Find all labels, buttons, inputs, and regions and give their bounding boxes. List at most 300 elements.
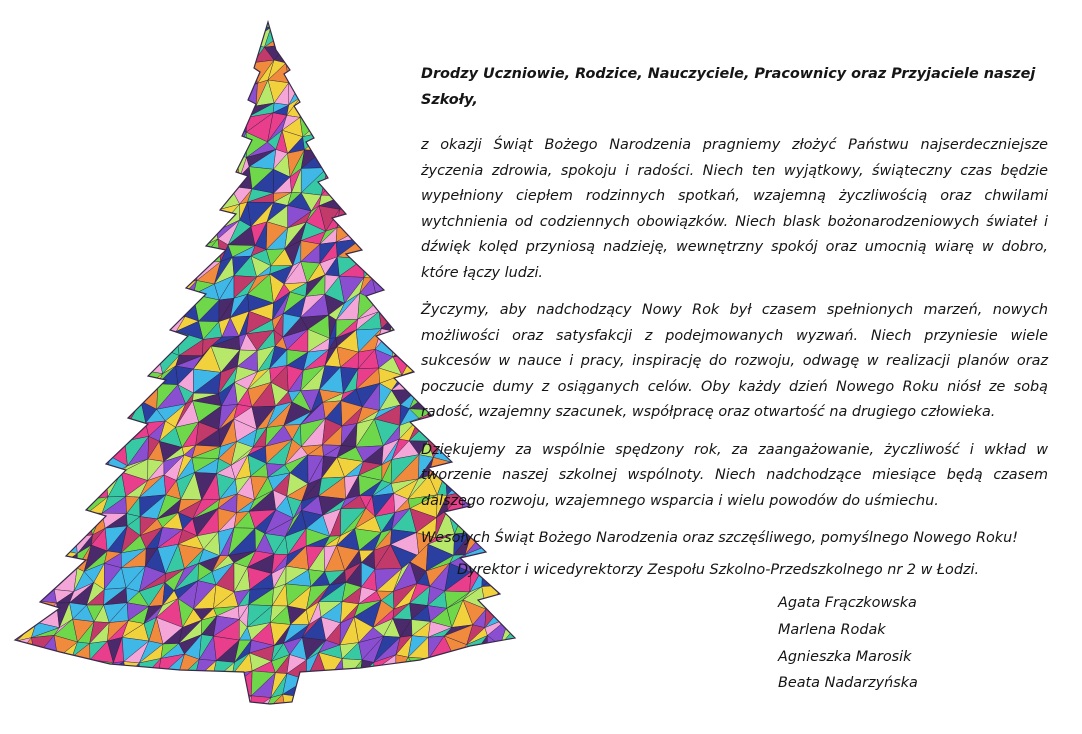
mosaic-facet	[68, 494, 88, 512]
mosaic-facet	[167, 263, 185, 283]
mosaic-facet	[518, 604, 536, 625]
mosaic-facet	[364, 203, 375, 228]
mosaic-facet	[148, 259, 167, 278]
mosaic-facet	[127, 691, 149, 710]
mosaic-facet	[69, 228, 85, 248]
mosaic-facet	[392, 673, 418, 695]
mosaic-facet	[429, 659, 455, 674]
mosaic-facet	[74, 339, 89, 358]
mosaic-facet	[42, 463, 55, 480]
mosaic-facet	[179, 185, 199, 213]
mosaic-facet	[162, 95, 176, 122]
mosaic-facet	[104, 64, 128, 87]
mosaic-facet	[394, 134, 419, 150]
mosaic-facet	[503, 696, 524, 716]
mosaic-facet	[24, 283, 41, 295]
mosaic-facet	[219, 94, 230, 121]
mosaic-facet	[40, 25, 52, 42]
mosaic-facet	[13, 245, 31, 256]
mosaic-facet	[146, 692, 162, 710]
mosaic-facet	[106, 151, 129, 176]
mosaic-facet	[142, 51, 168, 64]
mosaic-facet	[35, 15, 51, 28]
mosaic-facet	[358, 8, 373, 25]
letter-greeting: Drodzy Uczniowie, Rodzice, Nauczyciele, Pracownicy oraz Przyjaciele naszej Szkoły,	[421, 66, 1036, 108]
mosaic-facet	[50, 458, 69, 478]
mosaic-facet	[54, 97, 77, 121]
mosaic-facet	[88, 95, 108, 121]
mosaic-facet	[177, 224, 195, 238]
mosaic-facet	[92, 283, 111, 301]
mosaic-facet	[220, 688, 233, 717]
mosaic-facet	[0, 660, 20, 678]
mosaic-facet	[177, 690, 200, 717]
mosaic-facet	[104, 60, 123, 85]
mosaic-facet	[220, 130, 236, 157]
mosaic-facet	[162, 98, 176, 123]
mosaic-facet	[230, 63, 254, 85]
mosaic-facet	[88, 174, 110, 195]
mosaic-facet	[0, 333, 16, 354]
mosaic-facet	[5, 463, 19, 483]
mosaic-facet	[463, 22, 486, 52]
mosaic-facet	[311, 694, 328, 715]
mosaic-facet	[139, 276, 167, 293]
mosaic-facet	[379, 87, 398, 102]
mosaic-facet	[107, 330, 127, 355]
mosaic-facet	[157, 213, 179, 230]
mosaic-facet	[307, 28, 326, 51]
mosaic-facet	[131, 247, 148, 267]
mosaic-facet	[481, 670, 499, 695]
mosaic-facet	[57, 424, 73, 447]
mosaic-facet	[67, 189, 95, 212]
mosaic-facet	[15, 480, 41, 498]
mosaic-facet	[140, 678, 158, 699]
mosaic-facet	[0, 96, 18, 117]
mosaic-facet	[392, 673, 418, 695]
mosaic-facet	[0, 32, 17, 44]
mosaic-facet	[337, 176, 363, 196]
mosaic-facet	[435, 670, 446, 697]
mosaic-facet	[194, 681, 212, 690]
mosaic-facet	[139, 244, 159, 265]
mosaic-facet	[0, 563, 23, 591]
mosaic-facet	[344, 176, 364, 196]
mosaic-facet	[375, 138, 398, 154]
mosaic-facet	[69, 177, 93, 196]
mosaic-facet	[418, 673, 435, 694]
mosaic-facet	[174, 44, 195, 66]
mosaic-facet	[103, 350, 125, 368]
mosaic-facet	[0, 678, 20, 692]
mosaic-facet	[395, 97, 408, 121]
mosaic-facet	[41, 264, 58, 282]
mosaic-facet	[104, 691, 131, 717]
mosaic-facet	[394, 149, 416, 167]
mosaic-facet	[178, 16, 203, 27]
mosaic-facet	[0, 376, 24, 389]
mosaic-facet	[219, 121, 236, 141]
mosaic-facet	[70, 441, 88, 458]
mosaic-facet	[393, 301, 414, 321]
mosaic-facet	[336, 98, 357, 118]
mosaic-facet	[362, 24, 372, 46]
mosaic-facet	[15, 63, 41, 83]
mosaic-facet	[93, 401, 113, 428]
mosaic-facet	[103, 401, 121, 422]
mosaic-facet	[359, 96, 379, 122]
mosaic-facet	[391, 45, 419, 67]
mosaic-facet	[322, 680, 345, 694]
mosaic-facet	[21, 336, 38, 351]
mosaic-facet	[16, 135, 31, 152]
mosaic-facet	[395, 87, 418, 102]
mosaic-facet	[58, 296, 78, 319]
mosaic-facet	[35, 658, 58, 673]
signature-name: Agnieszka Marosik	[778, 648, 912, 665]
mosaic-facet	[157, 207, 179, 231]
mosaic-facet	[123, 185, 150, 205]
mosaic-facet	[0, 617, 24, 635]
mosaic-facet	[338, 8, 365, 31]
mosaic-facet	[0, 172, 15, 186]
mosaic-facet	[466, 678, 485, 695]
mosaic-facet	[305, 7, 324, 33]
mosaic-facet	[364, 258, 383, 278]
mosaic-facet	[31, 118, 53, 135]
mosaic-facet	[161, 681, 176, 693]
mosaic-facet	[300, 95, 325, 118]
mosaic-facet	[340, 675, 361, 691]
mosaic-facet	[211, 155, 240, 178]
mosaic-facet	[365, 15, 373, 25]
mosaic-facet	[195, 27, 219, 45]
mosaic-facet	[132, 293, 146, 319]
mosaic-facet	[110, 205, 127, 229]
mosaic-facet	[232, 44, 254, 69]
mosaic-facet	[84, 115, 110, 142]
mosaic-facet	[302, 60, 328, 85]
mosaic-facet	[85, 313, 104, 339]
mosaic-facet	[0, 689, 13, 706]
mosaic-facet	[522, 8, 540, 28]
mosaic-facet	[2, 387, 24, 406]
mosaic-facet	[394, 134, 419, 151]
mosaic-facet	[399, 7, 416, 33]
mosaic-facet	[414, 7, 434, 33]
mosaic-facet	[0, 483, 19, 498]
mosaic-facet	[88, 354, 106, 371]
mosaic-facet	[39, 400, 51, 427]
mosaic-facet	[283, 7, 305, 34]
mosaic-facet	[68, 176, 92, 196]
mosaic-facet	[0, 172, 15, 186]
mosaic-facet	[0, 232, 23, 245]
mosaic-facet	[24, 368, 42, 387]
mosaic-facet	[283, 694, 309, 716]
mosaic-facet	[1, 137, 16, 152]
mosaic-facet	[84, 422, 114, 441]
mosaic-facet	[19, 530, 39, 554]
mosaic-facet	[361, 58, 376, 80]
mosaic-facet	[14, 563, 35, 586]
mosaic-facet	[168, 48, 183, 64]
mosaic-facet	[392, 221, 417, 240]
mosaic-facet	[286, 63, 311, 83]
mosaic-facet	[51, 81, 76, 100]
mosaic-facet	[32, 264, 57, 282]
mosaic-facet	[53, 118, 77, 131]
mosaic-facet	[103, 368, 122, 384]
mosaic-facet	[361, 696, 382, 716]
mosaic-facet	[379, 695, 392, 716]
signature-list	[778, 590, 918, 697]
mosaic-facet	[13, 117, 34, 138]
mosaic-facet	[177, 213, 201, 224]
mosaic-facet	[472, 658, 488, 680]
mosaic-facet	[501, 681, 525, 697]
mosaic-facet	[103, 298, 125, 313]
mosaic-facet	[13, 186, 34, 204]
mosaic-facet	[399, 188, 415, 208]
mosaic-facet	[0, 312, 21, 333]
mosaic-facet	[15, 42, 40, 64]
mosaic-facet	[372, 208, 399, 227]
mosaic-facet	[35, 547, 53, 563]
mosaic-facet	[143, 185, 166, 207]
mosaic-facet	[202, 140, 220, 157]
mosaic-facet	[60, 282, 78, 298]
mosaic-facet	[306, 8, 326, 33]
mosaic-facet	[419, 695, 435, 710]
mosaic-facet	[160, 78, 185, 95]
mosaic-facet	[518, 625, 540, 638]
mosaic-facet	[144, 94, 164, 117]
mosaic-facet	[67, 403, 94, 424]
mosaic-facet	[3, 499, 15, 516]
mosaic-facet	[0, 116, 13, 137]
mosaic-facet	[31, 151, 52, 168]
mosaic-facet	[376, 48, 396, 58]
mosaic-facet	[195, 9, 212, 26]
mosaic-facet	[17, 384, 42, 406]
mosaic-facet	[213, 69, 231, 85]
mosaic-facet	[156, 330, 176, 346]
mosaic-facet	[505, 580, 524, 610]
mosaic-facet	[364, 154, 378, 176]
mosaic-facet	[181, 130, 194, 151]
mosaic-facet	[3, 277, 24, 302]
mosaic-facet	[355, 121, 372, 136]
mosaic-facet	[160, 48, 183, 64]
mosaic-facet	[51, 97, 73, 119]
mosaic-facet	[499, 9, 525, 24]
mosaic-facet	[146, 6, 163, 30]
mosaic-facet	[0, 423, 20, 437]
mosaic-facet	[17, 406, 33, 428]
mosaic-facet	[0, 428, 22, 437]
mosaic-facet	[398, 150, 417, 168]
mosaic-facet	[85, 671, 108, 697]
mosaic-facet	[52, 228, 74, 248]
mosaic-facet	[96, 671, 109, 699]
mosaic-facet	[342, 61, 359, 82]
mosaic-facet	[236, 117, 247, 132]
mosaic-facet	[356, 150, 376, 176]
mosaic-facet	[126, 277, 148, 298]
mosaic-facet	[127, 58, 142, 87]
mosaic-facet	[467, 50, 488, 58]
mosaic-facet	[392, 259, 408, 281]
mosaic-facet	[139, 330, 158, 351]
mosaic-facet	[85, 207, 112, 231]
mosaic-facet	[36, 691, 58, 709]
mosaic-facet	[392, 264, 420, 280]
mosaic-facet	[339, 136, 355, 150]
mosaic-facet	[399, 113, 420, 138]
mosaic-facet	[236, 130, 246, 155]
mosaic-facet	[383, 223, 398, 240]
mosaic-facet	[319, 60, 342, 85]
mosaic-facet	[33, 332, 58, 354]
mosaic-facet	[35, 530, 54, 547]
mosaic-facet	[300, 81, 328, 98]
mosaic-facet	[416, 9, 433, 33]
mosaic-facet	[524, 671, 538, 696]
mosaic-facet	[337, 46, 362, 61]
mosaic-facet	[395, 65, 418, 88]
mosaic-facet	[84, 115, 108, 142]
mosaic-facet	[56, 267, 76, 282]
mosaic-facet	[58, 296, 78, 319]
mosaic-facet	[337, 150, 355, 176]
mosaic-facet	[219, 120, 230, 140]
mosaic-facet	[141, 64, 167, 80]
mosaic-facet	[54, 443, 73, 463]
mosaic-facet	[211, 6, 239, 31]
mosaic-facet	[85, 60, 110, 85]
mosaic-facet	[88, 189, 110, 207]
mosaic-facet	[0, 336, 21, 354]
mosaic-facet	[13, 168, 30, 187]
mosaic-facet	[123, 175, 149, 186]
mosaic-facet	[374, 188, 390, 203]
mosaic-facet	[70, 441, 85, 458]
mosaic-facet	[0, 483, 19, 493]
mosaic-facet	[66, 692, 96, 708]
mosaic-facet	[197, 83, 221, 105]
mosaic-facet	[325, 82, 343, 98]
mosaic-facet	[54, 512, 77, 537]
mosaic-facet	[163, 5, 176, 23]
mosaic-facet	[39, 298, 60, 319]
mosaic-facet	[435, 695, 445, 708]
mosaic-facet	[141, 122, 164, 138]
mosaic-facet	[76, 512, 88, 537]
mosaic-facet	[2, 548, 19, 562]
mosaic-facet	[160, 63, 185, 84]
mosaic-facet	[372, 15, 398, 31]
mosaic-facet	[1, 82, 15, 95]
mosaic-facet	[53, 70, 76, 88]
mosaic-facet	[383, 30, 399, 51]
mosaic-facet	[49, 9, 73, 25]
mosaic-facet	[85, 301, 110, 313]
mosaic-facet	[194, 115, 220, 131]
mosaic-facet	[271, 16, 284, 34]
mosaic-facet	[108, 95, 120, 115]
mosaic-facet	[157, 224, 177, 244]
mosaic-facet	[392, 208, 411, 223]
mosaic-facet	[38, 277, 60, 298]
mosaic-facet	[104, 691, 131, 717]
mosaic-facet	[31, 131, 52, 151]
mosaic-facet	[390, 167, 417, 188]
mosaic-facet	[122, 265, 148, 279]
mosaic-facet	[322, 150, 339, 168]
mosaic-facet	[449, 52, 469, 61]
mosaic-facet	[445, 695, 466, 710]
mosaic-facet	[339, 119, 359, 136]
mosaic-facet	[66, 313, 85, 329]
mosaic-facet	[373, 58, 391, 77]
mosaic-facet	[373, 67, 395, 87]
mosaic-facet	[49, 657, 72, 681]
mosaic-facet	[3, 607, 24, 619]
mosaic-facet	[372, 103, 398, 122]
mosaic-facet	[120, 49, 143, 64]
mosaic-facet	[503, 23, 522, 41]
mosaic-facet	[123, 117, 145, 141]
mosaic-facet	[23, 232, 36, 247]
mosaic-facet	[178, 26, 195, 47]
mosaic-facet	[186, 224, 198, 249]
mosaic-facet	[55, 176, 69, 196]
mosaic-facet	[383, 679, 396, 695]
mosaic-facet	[524, 635, 540, 660]
mosaic-facet	[522, 45, 540, 62]
mosaic-facet	[194, 212, 216, 231]
mosaic-facet	[156, 692, 176, 711]
mosaic-facet	[362, 671, 383, 700]
mosaic-facet	[175, 85, 201, 103]
mosaic-facet	[6, 586, 14, 608]
mosaic-facet	[358, 96, 380, 119]
mosaic-facet	[19, 530, 39, 554]
mosaic-facet	[319, 51, 342, 61]
mosaic-facet	[194, 66, 213, 85]
mosaic-facet	[14, 563, 35, 586]
mosaic-facet	[21, 295, 38, 312]
mosaic-facet	[306, 28, 326, 51]
mosaic-facet	[126, 293, 139, 318]
mosaic-facet	[374, 167, 398, 193]
mosaic-facet	[390, 328, 419, 357]
mosaic-facet	[22, 135, 35, 152]
mosaic-facet	[482, 585, 504, 609]
mosaic-facet	[56, 277, 76, 298]
mosaic-facet	[181, 152, 202, 175]
mosaic-facet	[481, 670, 502, 695]
mosaic-facet	[163, 83, 185, 97]
mosaic-facet	[131, 204, 144, 224]
mosaic-facet	[68, 660, 90, 681]
mosaic-facet	[503, 23, 527, 47]
mosaic-facet	[445, 678, 472, 697]
mosaic-facet	[392, 209, 417, 224]
mosaic-facet	[94, 456, 110, 477]
